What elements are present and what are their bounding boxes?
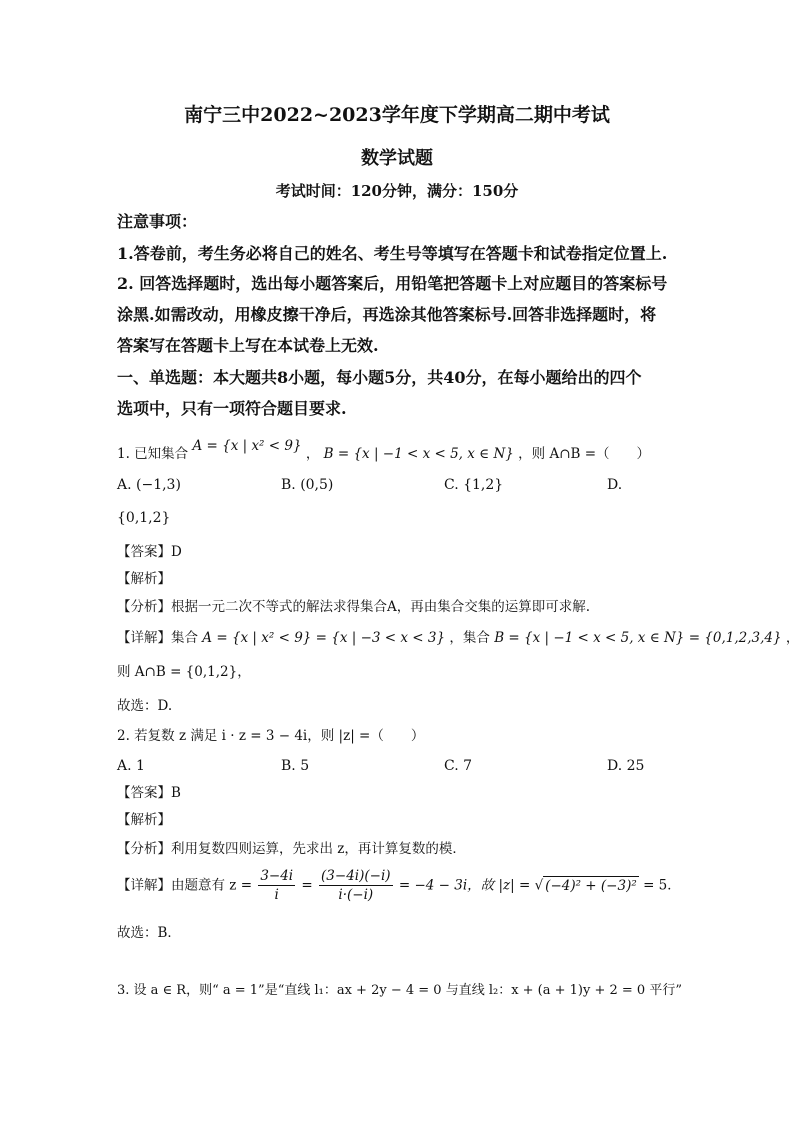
- exam-title: 南宁三中2022~2023学年度下学期高二期中考试: [184, 104, 610, 126]
- q2-option-b: B. 5: [281, 758, 310, 774]
- q1-set-a: A = {x | x² < 9}: [192, 438, 302, 454]
- q1-option-d: D.: [607, 477, 623, 493]
- q2-option-c: C. 7: [444, 758, 473, 774]
- q2-fraction-2: [319, 867, 393, 904]
- q1-detail-label: 【详解】集合: [117, 630, 198, 646]
- q2-fraction-2-numerator: (3−4i)(−i): [321, 868, 391, 884]
- q2-stem: 2. 若复数 z 满足 i · z = 3 − 4i，则 |z| =（ ）: [117, 728, 425, 744]
- q2-fraction-1-denominator: i: [274, 887, 279, 903]
- q1-analysis: 【解析】: [117, 571, 171, 587]
- q2-fraction-2-denominator: i·(−i): [338, 887, 374, 903]
- section-1-line-1: 一、单选题：本大题共8小题，每小题5分，共40分，在每小题给出的四个: [117, 368, 642, 387]
- q2-detail: [117, 867, 681, 904]
- section-1-line-2: 选项中，只有一项符合题目要求.: [117, 399, 347, 418]
- exam-info: 考试时间：120分钟，满分：150分: [275, 182, 519, 200]
- q1-detail: [117, 628, 799, 648]
- notes-item-2-line-3: 答案写在答题卡上写在本试卷上无效.: [117, 336, 379, 355]
- q2-final: = 5．: [643, 877, 681, 894]
- q2-choose: 故选：B．: [117, 925, 181, 941]
- q2-detail-label: 【详解】由题意有 z =: [117, 877, 253, 894]
- q1-then: 则 A∩B = {0,1,2}，: [117, 664, 251, 680]
- q1-option-a: A. (−1,3): [117, 477, 181, 493]
- q1-comma: ，: [305, 446, 320, 462]
- q1-prefix: 1. 已知集合: [117, 446, 189, 462]
- q1-detail-set-a: A = {x | x² < 9} = {x | −3 < x < 3}: [202, 630, 446, 646]
- q2-sqrt-body: (−4)² + (−3)²: [545, 878, 637, 894]
- q2-analysis: 【解析】: [117, 812, 171, 828]
- q2-fraction-1-numerator: 3−4i: [260, 868, 294, 884]
- q1-option-b: B. (0,5): [281, 477, 334, 493]
- q1-choose: 故选：D.: [117, 698, 173, 714]
- notes-item-2-line-2: 涂黑.如需改动，用橡皮擦干净后，再选涂其他答案标号.回答非选择题时，将: [117, 305, 657, 324]
- q1-stem: [117, 438, 651, 464]
- notes-item-1: 1.答卷前，考生务必将自己的姓名、考生号等填写在答题卡和试卷指定位置上.: [117, 244, 668, 263]
- q1-option-c: C. {1,2}: [444, 477, 504, 493]
- q2-fenxi: 【分析】利用复数四则运算，先求出 z，再计算复数的模．: [117, 841, 466, 857]
- q1-ask: ，则 A∩B =（ ）: [518, 446, 651, 462]
- q2-equals: =: [301, 877, 313, 894]
- q1-answer: 【答案】D: [117, 544, 182, 560]
- q1-detail-set-b: B = {x | −1 < x < 5, x ∈ N} = {0,1,2,3,4}: [494, 630, 782, 646]
- notes-heading: 注意事项：: [117, 212, 198, 231]
- q2-answer: 【答案】B: [117, 785, 181, 801]
- q2-result: = −4 − 3i，故 |z| =: [398, 877, 531, 894]
- q1-detail-mid: ，集合: [449, 630, 490, 646]
- q3-stem: 3. 设 a ∈ R，则“ a = 1”是“直线 l₁：ax + 2y − 4 = 0 与直线 l₂：x + (a + 1)y + 2 = 0 平行”: [117, 983, 682, 998]
- q1-fenxi: 【分析】根据一元二次不等式的解法求得集合A，再由集合交集的运算即可求解.: [117, 599, 591, 615]
- subject-title: 数学试题: [361, 148, 433, 169]
- q2-option-a: A. 1: [117, 758, 145, 774]
- q2-option-d: D. 25: [607, 758, 645, 774]
- sqrt-icon: √: [534, 877, 544, 894]
- notes-item-2-line-1: 2. 回答选择题时，选出每小题答案后，用铅笔把答题卡上对应题目的答案标号: [117, 274, 668, 293]
- q1-option-d-value: {0,1,2}: [117, 510, 171, 526]
- q2-fraction-1: [258, 867, 295, 904]
- q1-set-b: B = {x | −1 < x < 5, x ∈ N}: [323, 446, 514, 462]
- q1-detail-end: ，: [785, 630, 799, 646]
